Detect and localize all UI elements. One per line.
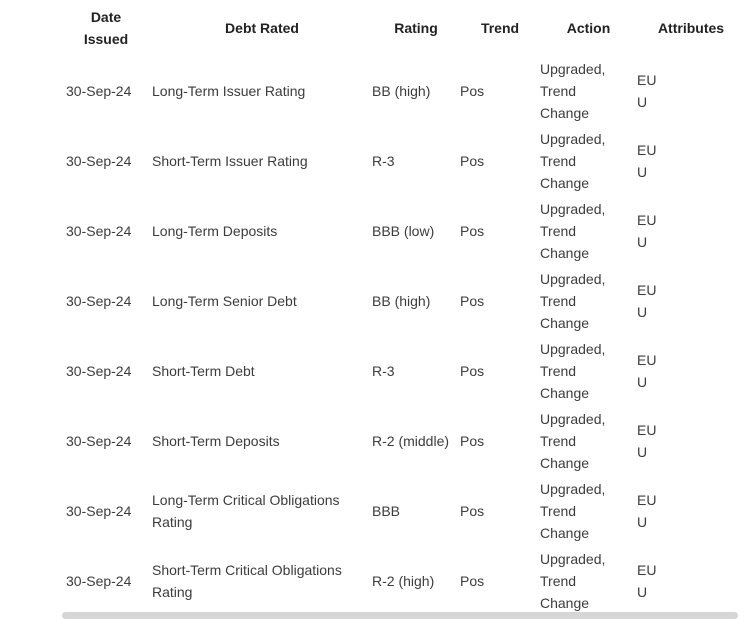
cell-rating [372,196,460,266]
cell-value: Upgraded, Trend Change [540,61,606,121]
cell-value: R-2 (middle) [372,433,450,449]
table-header [60,0,745,56]
cell-value: Pos [460,573,485,589]
attribute-tag: U [637,514,648,530]
table-row [60,336,745,406]
cell-value: 30-Sep-24 [66,223,132,239]
cell-value: Upgraded, Trend Change [540,131,606,191]
column-header-action [540,0,637,56]
cell-attributes [637,196,745,266]
cell-attributes [637,126,745,196]
cell-value: 30-Sep-24 [66,83,132,99]
cell-value: BB (high) [372,83,431,99]
cell-value: Short-Term Critical Obligations Rating [152,562,342,600]
attribute-tag: EU [637,212,657,228]
cell-debt [152,336,372,406]
cell-value: Short-Term Deposits [152,433,280,449]
cell-value: Upgraded, Trend Change [540,271,606,331]
column-header-label: Date Issued [83,9,129,47]
table-row [60,196,745,266]
column-header-label: Attributes [657,20,725,36]
cell-trend [460,126,540,196]
cell-value: BBB [372,503,401,519]
cell-rating [372,546,460,616]
table-row [60,56,745,126]
cell-value: 30-Sep-24 [66,293,132,309]
cell-value: Long-Term Deposits [152,223,278,239]
column-header-date [60,0,152,56]
table-body [60,56,745,616]
cell-date [60,546,152,616]
table-row [60,476,745,546]
cell-value: BB (high) [372,293,431,309]
cell-value: Pos [460,153,485,169]
table-row [60,546,745,616]
cell-rating [372,126,460,196]
cell-action [540,56,637,126]
cell-date [60,56,152,126]
column-header-debt [152,0,372,56]
cell-action [540,266,637,336]
cell-value: 30-Sep-24 [66,363,132,379]
column-header-trend [460,0,540,56]
cell-debt [152,196,372,266]
horizontal-scrollbar-thumb[interactable] [62,612,738,619]
cell-value: Pos [460,223,485,239]
cell-trend [460,406,540,476]
cell-value: BBB (low) [372,223,435,239]
cell-rating [372,476,460,546]
cell-rating [372,56,460,126]
cell-action [540,406,637,476]
cell-attributes [637,476,745,546]
cell-date [60,196,152,266]
attribute-tag: U [637,94,648,110]
cell-date [60,336,152,406]
cell-debt [152,476,372,546]
cell-attributes [637,56,745,126]
cell-value: Long-Term Senior Debt [152,293,297,309]
cell-value: Upgraded, Trend Change [540,201,606,261]
column-header-label: Rating [394,20,438,36]
cell-rating [372,406,460,476]
cell-debt [152,56,372,126]
table-row [60,126,745,196]
cell-attributes [637,546,745,616]
cell-value: Pos [460,293,485,309]
attribute-tag: EU [637,282,657,298]
cell-value: Long-Term Critical Obligations Rating [152,492,340,530]
cell-rating [372,336,460,406]
cell-value: Long-Term Issuer Rating [152,83,306,99]
attribute-tag: U [637,234,648,250]
attribute-tag: EU [637,142,657,158]
ratings-table [60,0,745,616]
cell-value: R-2 (high) [372,573,435,589]
cell-trend [460,56,540,126]
cell-rating [372,266,460,336]
attribute-tag: U [637,374,648,390]
attribute-tag: U [637,304,648,320]
cell-attributes [637,266,745,336]
cell-value: Upgraded, Trend Change [540,481,606,541]
attribute-tag: U [637,444,648,460]
cell-trend [460,336,540,406]
cell-value: 30-Sep-24 [66,503,132,519]
cell-action [540,126,637,196]
cell-value: Short-Term Issuer Rating [152,153,308,169]
column-header-rating [372,0,460,56]
cell-date [60,406,152,476]
cell-trend [460,546,540,616]
column-header-attributes [637,0,745,56]
cell-action [540,336,637,406]
cell-value: Pos [460,503,485,519]
cell-value: Upgraded, Trend Change [540,411,606,471]
cell-date [60,126,152,196]
attribute-tag: EU [637,492,657,508]
cell-action [540,476,637,546]
cell-debt [152,406,372,476]
cell-trend [460,476,540,546]
table-row [60,406,745,476]
cell-value: 30-Sep-24 [66,573,132,589]
attribute-tag: EU [637,562,657,578]
table-row [60,266,745,336]
cell-action [540,196,637,266]
attribute-tag: EU [637,72,657,88]
cell-value: 30-Sep-24 [66,433,132,449]
cell-value: Pos [460,83,485,99]
column-header-label: Trend [480,20,520,36]
attribute-tag: EU [637,352,657,368]
cell-debt [152,546,372,616]
attribute-tag: U [637,164,648,180]
cell-date [60,266,152,336]
cell-value: Short-Term Debt [152,363,255,379]
cell-attributes [637,406,745,476]
cell-debt [152,266,372,336]
attribute-tag: EU [637,422,657,438]
table-header-row [60,0,745,56]
cell-value: 30-Sep-24 [66,153,132,169]
cell-date [60,476,152,546]
column-header-label: Action [566,20,611,36]
cell-action [540,546,637,616]
column-header-label: Debt Rated [225,20,299,36]
cell-attributes [637,336,745,406]
cell-trend [460,266,540,336]
cell-trend [460,196,540,266]
cell-value: Upgraded, Trend Change [540,551,606,611]
cell-value: Pos [460,433,485,449]
attribute-tag: U [637,584,648,600]
cell-value: Pos [460,363,485,379]
cell-value: Upgraded, Trend Change [540,341,606,401]
cell-debt [152,126,372,196]
cell-value: R-3 [372,153,395,169]
cell-value: R-3 [372,363,395,379]
